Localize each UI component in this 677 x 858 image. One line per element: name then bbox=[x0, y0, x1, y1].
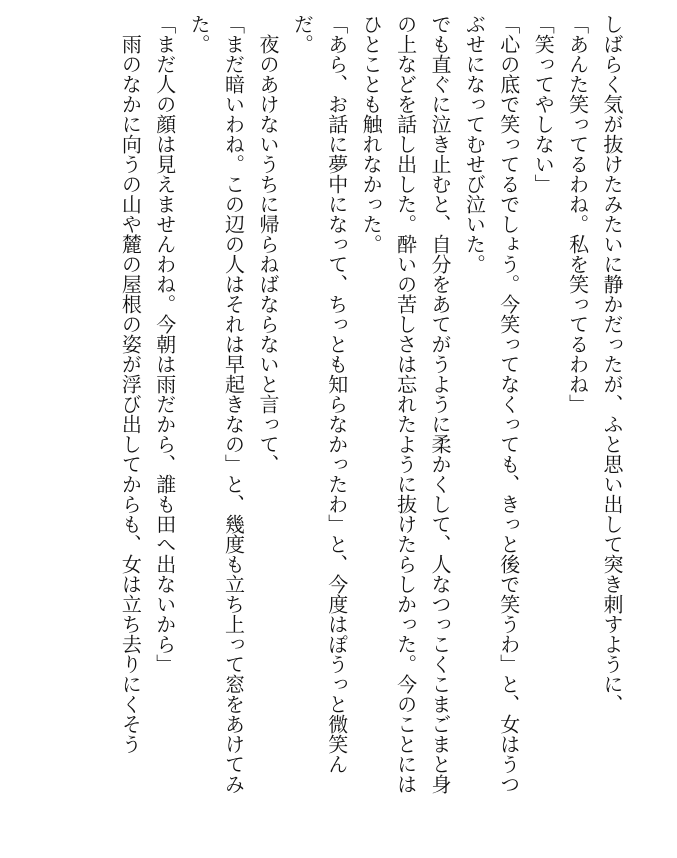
paragraph-10: 雨のなかに向うの山や麓の屋根の姿が浮び出してからも、女は立ち去りにくそう bbox=[118, 34, 143, 754]
paragraph-5: でも直ぐに泣き止むと、自分をあてがうように柔かくして、人なつっこくこまごまと身の上などを話し出した。酔いの苦しさは忘れたように抜けたらしかった。今のことにはひとことも触れなかった。 bbox=[359, 14, 452, 794]
paragraph-7: 夜のあけないうちに帰らねばならないと言って、 bbox=[255, 34, 280, 474]
paragraph-2: 「あんた笑ってるわね。私を笑ってるわね」 bbox=[565, 14, 590, 414]
paragraph-9: 「まだ人の顔は見えませんわね。今朝は雨だから、誰も田へ出ないから」 bbox=[152, 14, 177, 674]
paragraph-4: 「心の底で笑ってるでしょう。今笑ってなくっても、きっと後で笑うわ」と、女はうつぶせになってむせび泣いた。 bbox=[462, 14, 521, 794]
paragraph-1: しばらく気が抜けたみたいに静かだったが、ふと思い出して突き刺すように、 bbox=[600, 14, 624, 714]
paragraph-8: 「まだ暗いわね。この辺の人はそれは早起きなの」と、幾度も立ち上って窓をあけてみた。 bbox=[187, 14, 246, 794]
paragraph-3: 「笑ってやしない」 bbox=[531, 14, 556, 194]
vertical-text-body bbox=[113, 14, 629, 794]
paragraph-6: 「あら、お話に夢中になって、ちっとも知らなかったわ」と、今度はぽうっと微笑んだ。 bbox=[290, 14, 349, 774]
